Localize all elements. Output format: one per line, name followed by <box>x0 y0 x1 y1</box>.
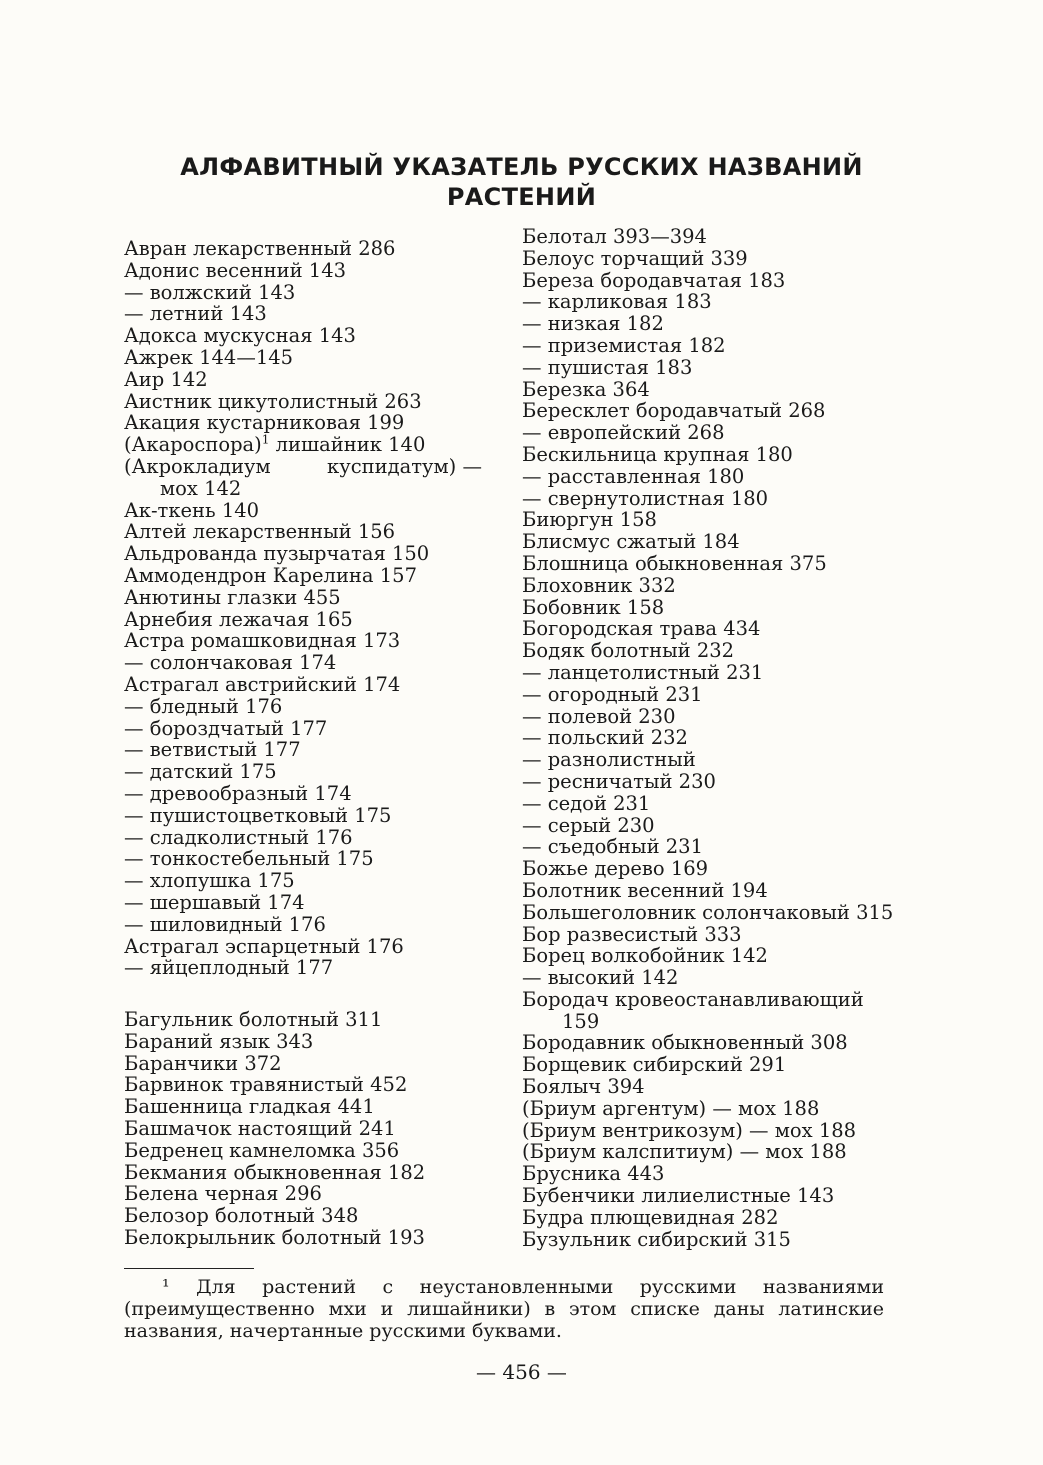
index-entry: — польский 232 <box>522 726 688 750</box>
index-entry: Алтей лекарственный 156 <box>124 520 396 544</box>
index-entry: Башенница гладкая 441 <box>124 1095 375 1119</box>
index-entry: Бараний язык 343 <box>124 1029 314 1053</box>
index-entry: Адонис весенний 143 <box>124 258 347 282</box>
page-number: — 456 — <box>476 1360 567 1384</box>
index-entry: — съедобный 231 <box>522 835 703 859</box>
index-entry: — расставленная 180 <box>522 464 745 488</box>
title-line-2: РАСТЕНИЙ <box>446 183 597 211</box>
index-entry: — волжский 143 <box>124 280 296 304</box>
index-entry: — свернутолистная 180 <box>522 486 769 510</box>
index-entry: Белена черная 296 <box>124 1182 322 1206</box>
index-entry: — бледный 176 <box>124 694 283 718</box>
index-entry <box>124 434 482 456</box>
index-entry: — датский 175 <box>124 760 277 784</box>
index-entry: Бодяк болотный 232 <box>522 639 735 663</box>
index-entry: Астрагал австрийский 174 <box>124 672 401 696</box>
index-entry: (Бриум калспитиум) — мох 188 <box>522 1140 847 1164</box>
footnote-divider <box>124 1268 254 1269</box>
index-entry <box>522 989 892 1033</box>
index-entry: Блоховник 332 <box>522 573 676 597</box>
index-entry: Ажрек 144—145 <box>124 345 294 369</box>
left-column <box>124 238 482 1249</box>
index-entry: Бедренец камнеломка 356 <box>124 1138 400 1162</box>
index-entry: Бересклет бородавчатый 268 <box>522 399 826 423</box>
index-entry: — пушистоцветковый 175 <box>124 803 392 827</box>
index-entry: (Бриум аргентум) — мох 188 <box>522 1096 820 1120</box>
index-entry: Береза бородавчатая 183 <box>522 268 786 292</box>
index-entry: Березка 364 <box>522 377 650 401</box>
index-entry: — бороздчатый 177 <box>124 716 328 740</box>
index-entry: Белоус торчащий 339 <box>522 246 748 270</box>
index-entry: — шиловидный 176 <box>124 912 326 936</box>
page-title <box>0 152 1043 212</box>
index-entry: — сладколистный 176 <box>124 825 353 849</box>
index-entry: — огородный 231 <box>522 682 703 706</box>
index-entry: Биюргун 158 <box>522 508 657 532</box>
index-entry: Белозор болотный 348 <box>124 1204 359 1228</box>
index-entry: Бор развесистый 333 <box>522 922 742 946</box>
index-entry: Блисмус сжатый 184 <box>522 530 740 554</box>
index-entry: Бубенчики лилиелистные 143 <box>522 1184 835 1208</box>
title-line-1: АЛФАВИТНЫЙ УКАЗАТЕЛЬ РУССКИХ НАЗВАНИЙ <box>180 153 863 181</box>
index-entry: Багульник болотный 311 <box>124 1008 383 1032</box>
index-entry: Болотник весенний 194 <box>522 878 768 902</box>
index-entry: Блошница обыкновенная 375 <box>522 551 827 575</box>
index-entry: — карликовая 183 <box>522 290 712 314</box>
index-entry <box>124 456 482 500</box>
index-entry: — высокий 142 <box>522 966 679 990</box>
index-entry: Брусника 443 <box>522 1162 665 1186</box>
index-entry: Борщевик сибирский 291 <box>522 1053 787 1077</box>
index-entry: — хлопушка 175 <box>124 869 295 893</box>
index-entry: (Бриум вентрикозум) — мох 188 <box>522 1118 857 1142</box>
index-entry: Будра плющевидная 282 <box>522 1205 779 1229</box>
entry-text: куспидатум) — <box>327 454 482 478</box>
index-entry: Белокрыльник болотный 193 <box>124 1226 425 1250</box>
index-entry: — яйцеплодный 177 <box>124 956 334 980</box>
index-entry: Бобовник 158 <box>522 595 665 619</box>
index-entry: — ветвистый 177 <box>124 738 301 762</box>
entry-continuation: 159 <box>562 1009 600 1033</box>
entry-continuation: мох 142 <box>160 476 242 500</box>
index-entry: — солончаковая 174 <box>124 651 337 675</box>
index-entry: — летний 143 <box>124 302 267 326</box>
index-entry: Бузульник сибирский 315 <box>522 1227 791 1251</box>
index-entry: Аммодендрон Карелина 157 <box>124 563 417 587</box>
index-entry: — тонкостебельный 175 <box>124 847 374 871</box>
index-entry: Божье дерево 169 <box>522 857 709 881</box>
index-entry: — ланцетолистный 231 <box>522 660 764 684</box>
index-entry: — низкая 182 <box>522 312 664 336</box>
footnote-marker: 1 <box>261 432 270 447</box>
index-entry: Акация кустарниковая 199 <box>124 411 405 435</box>
entry-text: лишайник 140 <box>269 433 426 457</box>
index-entry: — европейский 268 <box>522 421 725 445</box>
index-entry: — древообразный 174 <box>124 781 352 805</box>
index-entry: Адокса мускусная 143 <box>124 324 356 348</box>
entry-text: (Акароспора) <box>124 433 262 457</box>
index-entry: Аистник цикутолистный 263 <box>124 389 422 413</box>
index-entry: — полевой 230 <box>522 704 676 728</box>
entry-text: Бородач кровеостанавливающий <box>522 987 864 1011</box>
section-gap <box>124 979 482 1009</box>
index-entry: Баранчики 372 <box>124 1051 282 1075</box>
index-entry: Аир 142 <box>124 367 208 391</box>
index-entry: Боялыч 394 <box>522 1075 645 1099</box>
index-entry: Ак-ткень 140 <box>124 498 260 522</box>
index-entry: Астрагал эспарцетный 176 <box>124 934 404 958</box>
index-entry: Белотал 393—394 <box>522 225 707 248</box>
index-entry: — седой 231 <box>522 791 651 815</box>
index-entry: — приземистая 182 <box>522 333 726 357</box>
index-entry: Башмачок настоящий 241 <box>124 1117 396 1141</box>
index-entry: Борец волкобойник 142 <box>522 944 768 968</box>
index-entry: Большеголовник солончаковый 315 <box>522 900 894 924</box>
index-entry: — ресничатый 230 <box>522 769 716 793</box>
right-column <box>522 226 892 1250</box>
index-entry: Бескильница крупная 180 <box>522 442 793 466</box>
index-entry: Астра ромашковидная 173 <box>124 629 401 653</box>
index-entry: Арнебия лежачая 165 <box>124 607 353 631</box>
index-entry: — пушистая 183 <box>522 355 693 379</box>
index-entry: Бородавник обыкновенный 308 <box>522 1031 848 1055</box>
index-entry: Бекмания обыкновенная 182 <box>124 1160 426 1184</box>
index-entry: — разнолистный <box>522 748 696 772</box>
index-entry: — шершавый 174 <box>124 890 305 914</box>
index-entry: Барвинок травянистый 452 <box>124 1073 408 1097</box>
index-entry: Богородская трава 434 <box>522 617 761 641</box>
index-entry: Альдрованда пузырчатая 150 <box>124 542 430 566</box>
index-entry: Анютины глазки 455 <box>124 585 341 609</box>
index-entry: Авран лекарственный 286 <box>124 237 396 260</box>
index-entry: — серый 230 <box>522 813 655 837</box>
entry-text: (Акрокладиум <box>124 454 271 478</box>
footnote: ¹ Для растений с неустановленными русскими названиями (преимущественно мхи и лишайники) в этом списке даны латинские названия, начертанные русскими буквами. <box>124 1276 884 1342</box>
